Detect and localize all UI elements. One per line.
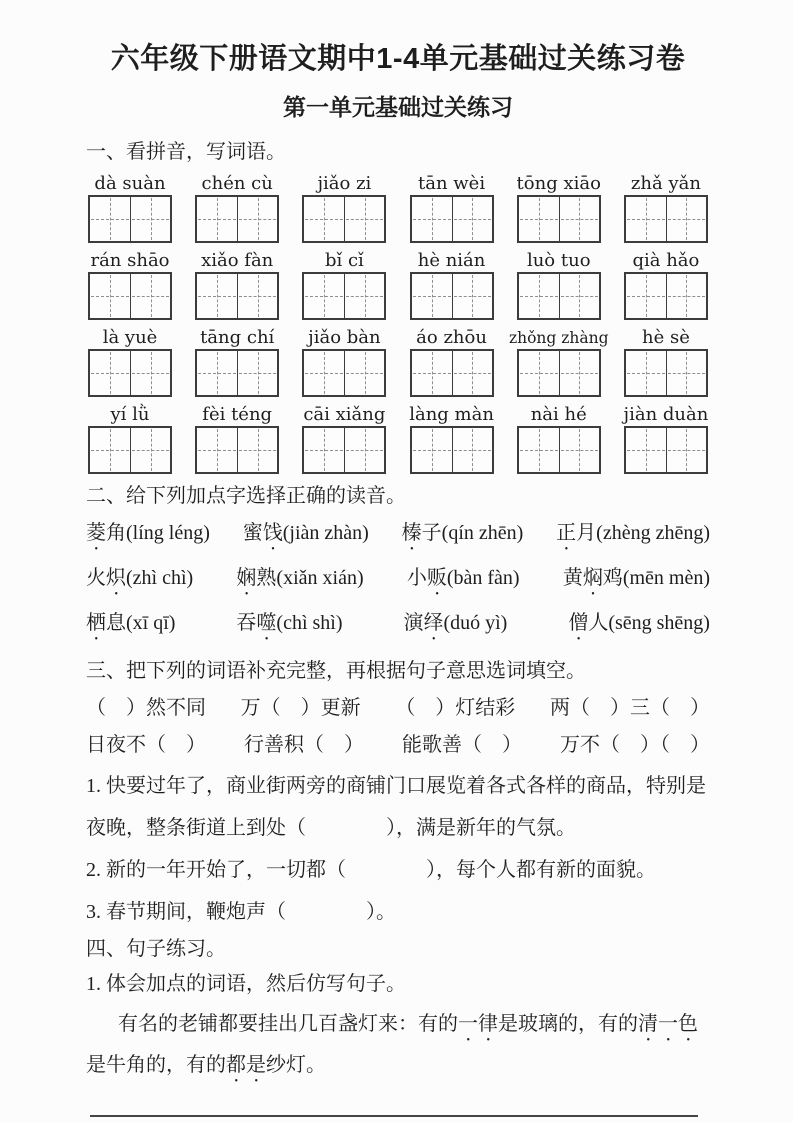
word-reading-item bbox=[86, 610, 175, 645]
word-reading-item bbox=[243, 520, 369, 555]
word-reading-item bbox=[86, 520, 210, 555]
dotted-char: 炽 bbox=[106, 567, 126, 589]
word-reading-item bbox=[556, 520, 710, 555]
pinyin-label: tōng xiāo bbox=[516, 173, 601, 194]
phrase-blank: 万不（ ）（ ） bbox=[560, 734, 710, 756]
writing-grid-box bbox=[88, 349, 172, 397]
word-text: 演 bbox=[403, 612, 424, 634]
pinyin-label: chén cù bbox=[201, 173, 273, 194]
word-text: 小 bbox=[406, 567, 427, 589]
pinyin-options: (jiàn zhàn) bbox=[282, 522, 369, 544]
writing-grid-box bbox=[88, 272, 172, 320]
pinyin-options: (bàn fàn) bbox=[446, 567, 520, 589]
grid-cell bbox=[559, 428, 599, 472]
writing-grid-box bbox=[195, 195, 279, 243]
pinyin-options: (líng léng) bbox=[126, 522, 210, 544]
pinyin-options: (duó yì) bbox=[443, 612, 508, 634]
section2-heading: 二、给下列加点字选择正确的读音。 bbox=[86, 485, 406, 507]
dotted-char: 噬 bbox=[256, 612, 277, 634]
dotted-char: 焖 bbox=[582, 567, 603, 589]
pinyin-unit bbox=[408, 250, 496, 320]
grid-cell bbox=[559, 197, 599, 241]
pinyin-unit bbox=[300, 250, 388, 320]
grid-cell bbox=[304, 428, 344, 472]
grid-cell bbox=[130, 274, 170, 318]
word-text: 黄 bbox=[562, 567, 583, 589]
grid-cell bbox=[452, 197, 492, 241]
word-reading-item bbox=[407, 565, 520, 600]
phrase-blank: 日夜不（ ） bbox=[86, 734, 206, 756]
word-text: 熟 bbox=[256, 567, 277, 589]
pinyin-label: hè nián bbox=[417, 250, 486, 271]
grid-cell bbox=[130, 351, 170, 395]
pinyin-unit bbox=[86, 327, 174, 397]
pinyin-unit bbox=[408, 173, 496, 243]
pinyin-unit bbox=[300, 327, 388, 397]
pinyin-label: tān wèi bbox=[418, 173, 486, 194]
writing-grid-box bbox=[517, 349, 601, 397]
writing-grid-box bbox=[88, 195, 172, 243]
phrase-blank: （ ）灯结彩 bbox=[395, 697, 516, 719]
phrase-blank: 两（ ）三（ ） bbox=[549, 697, 710, 719]
reading-choice-line-1 bbox=[86, 520, 710, 555]
word-reading-item bbox=[236, 565, 363, 600]
grid-cell bbox=[626, 274, 666, 318]
grid-cell bbox=[197, 351, 237, 395]
grid-cell bbox=[90, 351, 130, 395]
grid-cell bbox=[304, 197, 344, 241]
grid-cell bbox=[412, 197, 452, 241]
grid-cell bbox=[237, 351, 277, 395]
pinyin-label: làng màn bbox=[409, 404, 494, 425]
pinyin-options: (xiǎn xián) bbox=[276, 567, 364, 589]
writing-grid-box bbox=[302, 195, 386, 243]
pinyin-options: (mēn mèn) bbox=[622, 567, 710, 589]
grid-cell bbox=[237, 197, 277, 241]
grid-cell bbox=[237, 274, 277, 318]
word-reading-item bbox=[403, 610, 507, 645]
dotted-char: 贩 bbox=[426, 567, 447, 589]
writing-grid-box bbox=[517, 426, 601, 474]
pinyin-unit bbox=[622, 404, 710, 474]
sentence-segment: 有名的老铺都要挂出几百盏灯来：有的 bbox=[118, 1013, 458, 1035]
word-text: 息 bbox=[106, 612, 126, 634]
pinyin-row-2 bbox=[86, 250, 710, 320]
pinyin-unit bbox=[622, 173, 710, 243]
word-reading-item bbox=[563, 565, 710, 600]
pinyin-unit bbox=[193, 404, 281, 474]
dotted-char: 榛 bbox=[401, 522, 422, 544]
grid-cell bbox=[559, 351, 599, 395]
pinyin-row-1 bbox=[86, 173, 710, 243]
pinyin-unit bbox=[515, 404, 603, 474]
dotted-char: 饯 bbox=[262, 522, 283, 544]
pinyin-label: xiǎo fàn bbox=[201, 250, 274, 271]
grid-cell bbox=[452, 351, 492, 395]
section4-heading: 四、句子练习。 bbox=[86, 938, 226, 960]
grid-cell bbox=[90, 274, 130, 318]
word-text: 火 bbox=[86, 567, 106, 589]
writing-grid-box bbox=[195, 349, 279, 397]
pinyin-label: áo zhōu bbox=[416, 327, 487, 348]
pinyin-unit bbox=[86, 404, 174, 474]
pinyin-unit bbox=[86, 173, 174, 243]
grid-cell bbox=[90, 197, 130, 241]
page-subtitle: 第一单元基础过关练习 bbox=[283, 94, 513, 120]
grid-cell bbox=[666, 351, 706, 395]
grid-cell bbox=[344, 274, 384, 318]
phrase-completion-line-2 bbox=[86, 732, 710, 759]
answer-writing-line bbox=[90, 1115, 698, 1117]
pinyin-unit bbox=[193, 327, 281, 397]
pinyin-unit bbox=[515, 173, 603, 243]
grid-cell bbox=[412, 351, 452, 395]
pinyin-unit bbox=[622, 327, 710, 397]
grid-cell bbox=[412, 428, 452, 472]
reading-choice-line-2 bbox=[86, 565, 710, 600]
writing-grid-box bbox=[410, 195, 494, 243]
word-text: 吞 bbox=[236, 612, 257, 634]
pinyin-unit bbox=[508, 327, 609, 397]
section4-item-1: 1. 体会加点的词语，然后仿写句子。 bbox=[86, 973, 406, 995]
sentence-segment: 是牛角的，有的 bbox=[86, 1054, 226, 1076]
pinyin-label: cāi xiǎng bbox=[303, 404, 386, 425]
grid-cell bbox=[559, 274, 599, 318]
pinyin-options: (zhèng zhēng) bbox=[596, 522, 710, 544]
grid-cell bbox=[237, 428, 277, 472]
grid-cell bbox=[519, 351, 559, 395]
pinyin-unit bbox=[408, 404, 496, 474]
grid-cell bbox=[130, 428, 170, 472]
pinyin-options: (chì shì) bbox=[276, 612, 343, 634]
fill-in-sentences bbox=[86, 765, 710, 933]
grid-cell bbox=[344, 197, 384, 241]
word-text: 子 bbox=[421, 522, 442, 544]
grid-cell bbox=[519, 274, 559, 318]
grid-cell bbox=[519, 428, 559, 472]
emphasized-word: 一律 bbox=[458, 1013, 498, 1035]
word-text: 角 bbox=[106, 522, 126, 544]
pinyin-row-3 bbox=[86, 327, 710, 397]
section1-heading: 一、看拼音，写词语。 bbox=[86, 141, 286, 163]
pinyin-label: bǐ cǐ bbox=[324, 250, 364, 271]
pinyin-label: luò tuo bbox=[526, 250, 591, 271]
grid-cell bbox=[666, 428, 706, 472]
writing-grid-box bbox=[410, 426, 494, 474]
example-sentence bbox=[86, 1005, 710, 1087]
phrase-completion-line-1 bbox=[86, 695, 710, 722]
writing-grid-box bbox=[302, 349, 386, 397]
phrase-blank: （ ）然不同 bbox=[86, 697, 206, 719]
word-text: 蜜 bbox=[242, 522, 263, 544]
grid-cell bbox=[666, 197, 706, 241]
phrase-blank: 万（ ）更新 bbox=[240, 697, 361, 719]
grid-cell bbox=[452, 428, 492, 472]
sentence-2: 2. 新的一年开始了，一切都（ ），每个人都有新的面貌。 bbox=[86, 859, 656, 881]
pinyin-label: jiǎo zi bbox=[317, 173, 372, 194]
writing-grid-box bbox=[517, 272, 601, 320]
sentence-1: 1. 快要过年了，商业街两旁的商铺门口展览着各式各样的商品，特别是夜晚，整条街道上到处（ ），满是新年的气氛。 bbox=[86, 775, 706, 839]
grid-cell bbox=[304, 351, 344, 395]
grid-cell bbox=[519, 197, 559, 241]
pinyin-label: yí lǜ bbox=[110, 404, 150, 425]
writing-grid-box bbox=[410, 272, 494, 320]
writing-grid-box bbox=[195, 272, 279, 320]
grid-cell bbox=[130, 197, 170, 241]
writing-grid-box bbox=[410, 349, 494, 397]
grid-cell bbox=[626, 428, 666, 472]
grid-cell bbox=[90, 428, 130, 472]
pinyin-unit bbox=[300, 404, 388, 474]
section3-heading: 三、把下列的词语补充完整，再根据句子意思选词填空。 bbox=[86, 660, 586, 682]
dotted-char: 绎 bbox=[423, 612, 444, 634]
pinyin-options: (zhì chì) bbox=[126, 567, 194, 589]
writing-grid-box bbox=[517, 195, 601, 243]
pinyin-options: (sēng shēng) bbox=[608, 612, 710, 634]
pinyin-unit bbox=[193, 250, 281, 320]
dotted-char: 栖 bbox=[86, 612, 106, 634]
writing-grid-box bbox=[624, 195, 708, 243]
word-reading-item bbox=[568, 610, 710, 645]
phrase-blank: 行善积（ ） bbox=[244, 734, 364, 756]
pinyin-label: zhǎ yǎn bbox=[630, 173, 701, 194]
pinyin-label: tāng chí bbox=[200, 327, 275, 348]
pinyin-options: (xī qī) bbox=[126, 612, 176, 634]
word-text: 月 bbox=[576, 522, 597, 544]
grid-cell bbox=[666, 274, 706, 318]
word-text: 人 bbox=[588, 612, 609, 634]
grid-cell bbox=[452, 274, 492, 318]
pinyin-unit bbox=[515, 250, 603, 320]
word-reading-item bbox=[236, 610, 342, 645]
pinyin-label: hè sè bbox=[642, 327, 690, 348]
writing-grid-box bbox=[624, 272, 708, 320]
pinyin-label: zhǒng zhàng bbox=[508, 329, 609, 347]
pinyin-label: jiàn duàn bbox=[623, 404, 709, 425]
page-title: 六年级下册语文期中1-4单元基础过关练习卷 bbox=[110, 43, 686, 75]
dotted-char: 正 bbox=[556, 522, 577, 544]
grid-cell bbox=[304, 274, 344, 318]
writing-grid-box bbox=[88, 426, 172, 474]
pinyin-label: rán shāo bbox=[90, 250, 170, 271]
word-reading-item bbox=[402, 520, 524, 555]
writing-grid-box bbox=[195, 426, 279, 474]
pinyin-unit bbox=[300, 173, 388, 243]
pinyin-unit bbox=[622, 250, 710, 320]
word-text: 鸡 bbox=[602, 567, 623, 589]
grid-cell bbox=[197, 274, 237, 318]
grid-cell bbox=[412, 274, 452, 318]
pinyin-options: (qín zhēn) bbox=[441, 522, 524, 544]
grid-cell bbox=[197, 197, 237, 241]
sentence-segment: 是玻璃的，有的 bbox=[498, 1013, 638, 1035]
writing-grid-box bbox=[624, 426, 708, 474]
emphasized-word: 都是 bbox=[226, 1054, 266, 1076]
grid-cell bbox=[626, 197, 666, 241]
pinyin-label: dà suàn bbox=[94, 173, 166, 194]
pinyin-row-4 bbox=[86, 404, 710, 474]
pinyin-unit bbox=[408, 327, 496, 397]
pinyin-unit bbox=[86, 250, 174, 320]
pinyin-unit bbox=[193, 173, 281, 243]
pinyin-label: qià hǎo bbox=[632, 250, 700, 271]
dotted-char: 菱 bbox=[86, 522, 106, 544]
pinyin-label: jiǎo bàn bbox=[308, 327, 381, 348]
grid-cell bbox=[626, 351, 666, 395]
pinyin-label: fèi téng bbox=[202, 404, 273, 425]
pinyin-label: là yuè bbox=[102, 327, 158, 348]
sentence-segment: 纱灯。 bbox=[266, 1054, 326, 1076]
dotted-char: 娴 bbox=[236, 567, 257, 589]
writing-grid-box bbox=[302, 272, 386, 320]
emphasized-word: 清一色 bbox=[638, 1013, 698, 1035]
writing-grid-box bbox=[302, 426, 386, 474]
sentence-3: 3. 春节期间，鞭炮声（ ）。 bbox=[86, 901, 396, 923]
grid-cell bbox=[344, 351, 384, 395]
reading-choice-line-3 bbox=[86, 610, 710, 645]
phrase-blank: 能歌善（ ） bbox=[402, 734, 522, 756]
pinyin-label: nài hé bbox=[530, 404, 587, 425]
dotted-char: 僧 bbox=[568, 612, 589, 634]
grid-cell bbox=[344, 428, 384, 472]
grid-cell bbox=[197, 428, 237, 472]
writing-grid-box bbox=[624, 349, 708, 397]
word-reading-item bbox=[86, 565, 193, 600]
